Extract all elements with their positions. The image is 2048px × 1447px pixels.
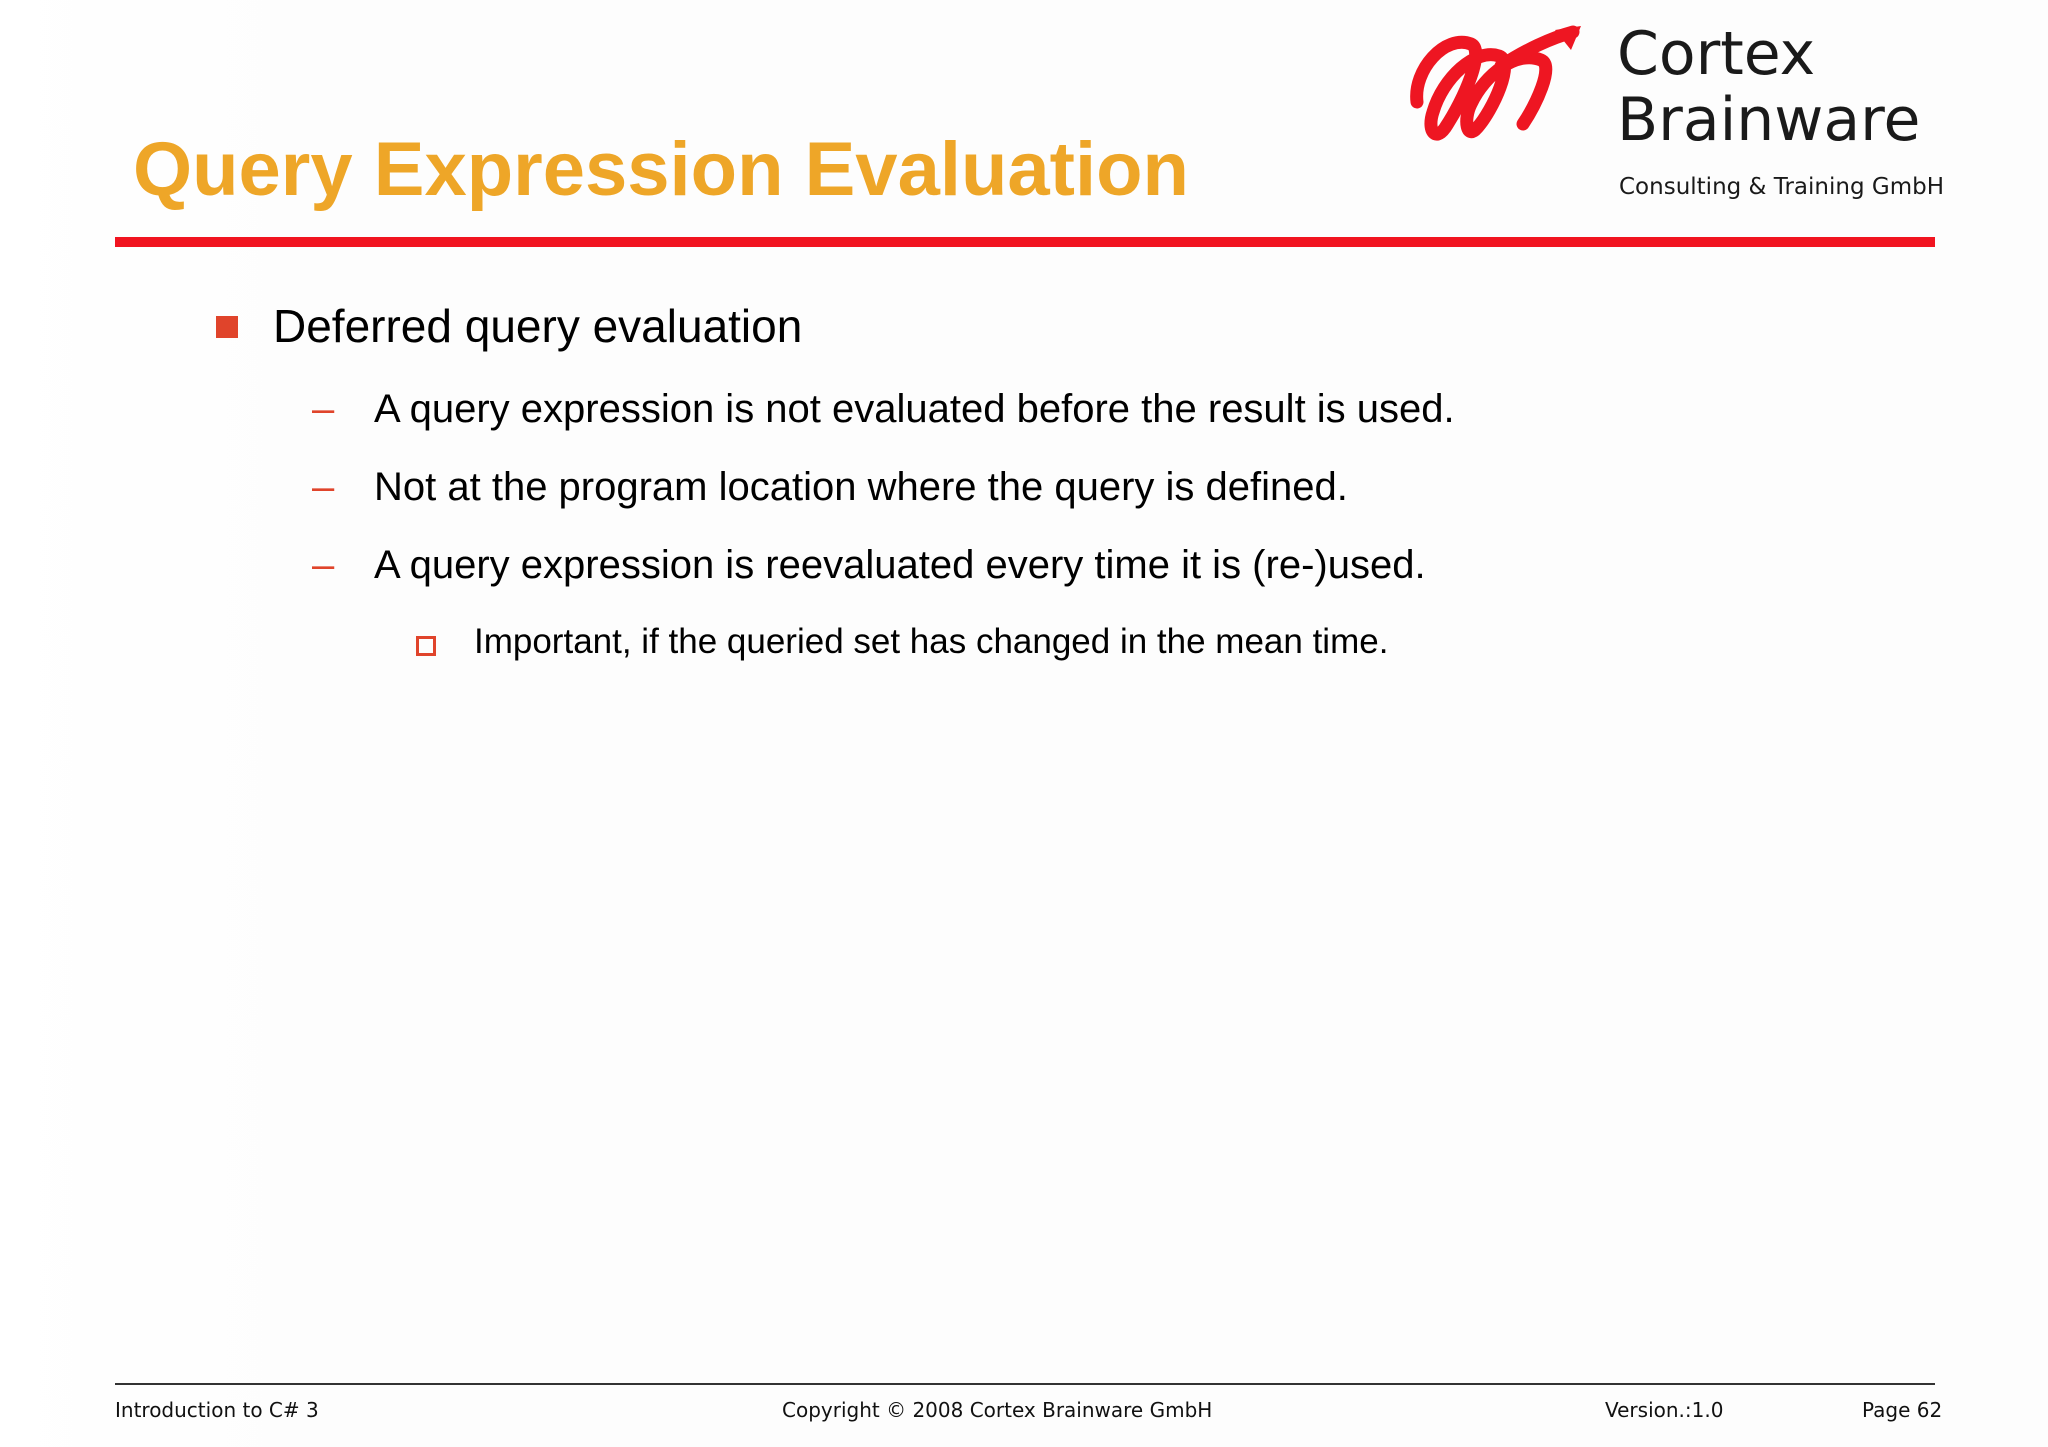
- bullet-subsub-1: Important, if the queried set has changed in the mean time.: [474, 622, 1389, 661]
- hollow-square-bullet-icon: [416, 636, 436, 656]
- footer-page-number: Page 62: [1862, 1398, 1943, 1422]
- logo-wordmark-line2: Brainware: [1617, 85, 1921, 155]
- bullet-sub-2: Not at the program location where the query is defined.: [374, 465, 1348, 509]
- footer-copyright: Copyright © 2008 Cortex Brainware GmbH: [782, 1398, 1213, 1422]
- footer-divider: [115, 1383, 1935, 1385]
- bullet-sub-3: A query expression is reevaluated every time it is (re-)used.: [374, 543, 1426, 587]
- logo-tagline: Consulting & Training GmbH: [1619, 174, 1944, 200]
- footer-version: Version.:1.0: [1605, 1398, 1724, 1422]
- square-bullet-icon: [216, 316, 238, 338]
- footer-course-title: Introduction to C# 3: [115, 1398, 319, 1422]
- dash-bullet-icon: –: [312, 465, 335, 509]
- dash-bullet-icon: –: [312, 387, 335, 431]
- bullet-main: Deferred query evaluation: [273, 300, 803, 352]
- logo-wordmark-line1: Cortex: [1617, 19, 1816, 89]
- bullet-sub-1: A query expression is not evaluated before the result is used.: [374, 387, 1455, 431]
- dash-bullet-icon: –: [312, 543, 335, 587]
- slide-title: Query Expression Evaluation: [133, 127, 1189, 212]
